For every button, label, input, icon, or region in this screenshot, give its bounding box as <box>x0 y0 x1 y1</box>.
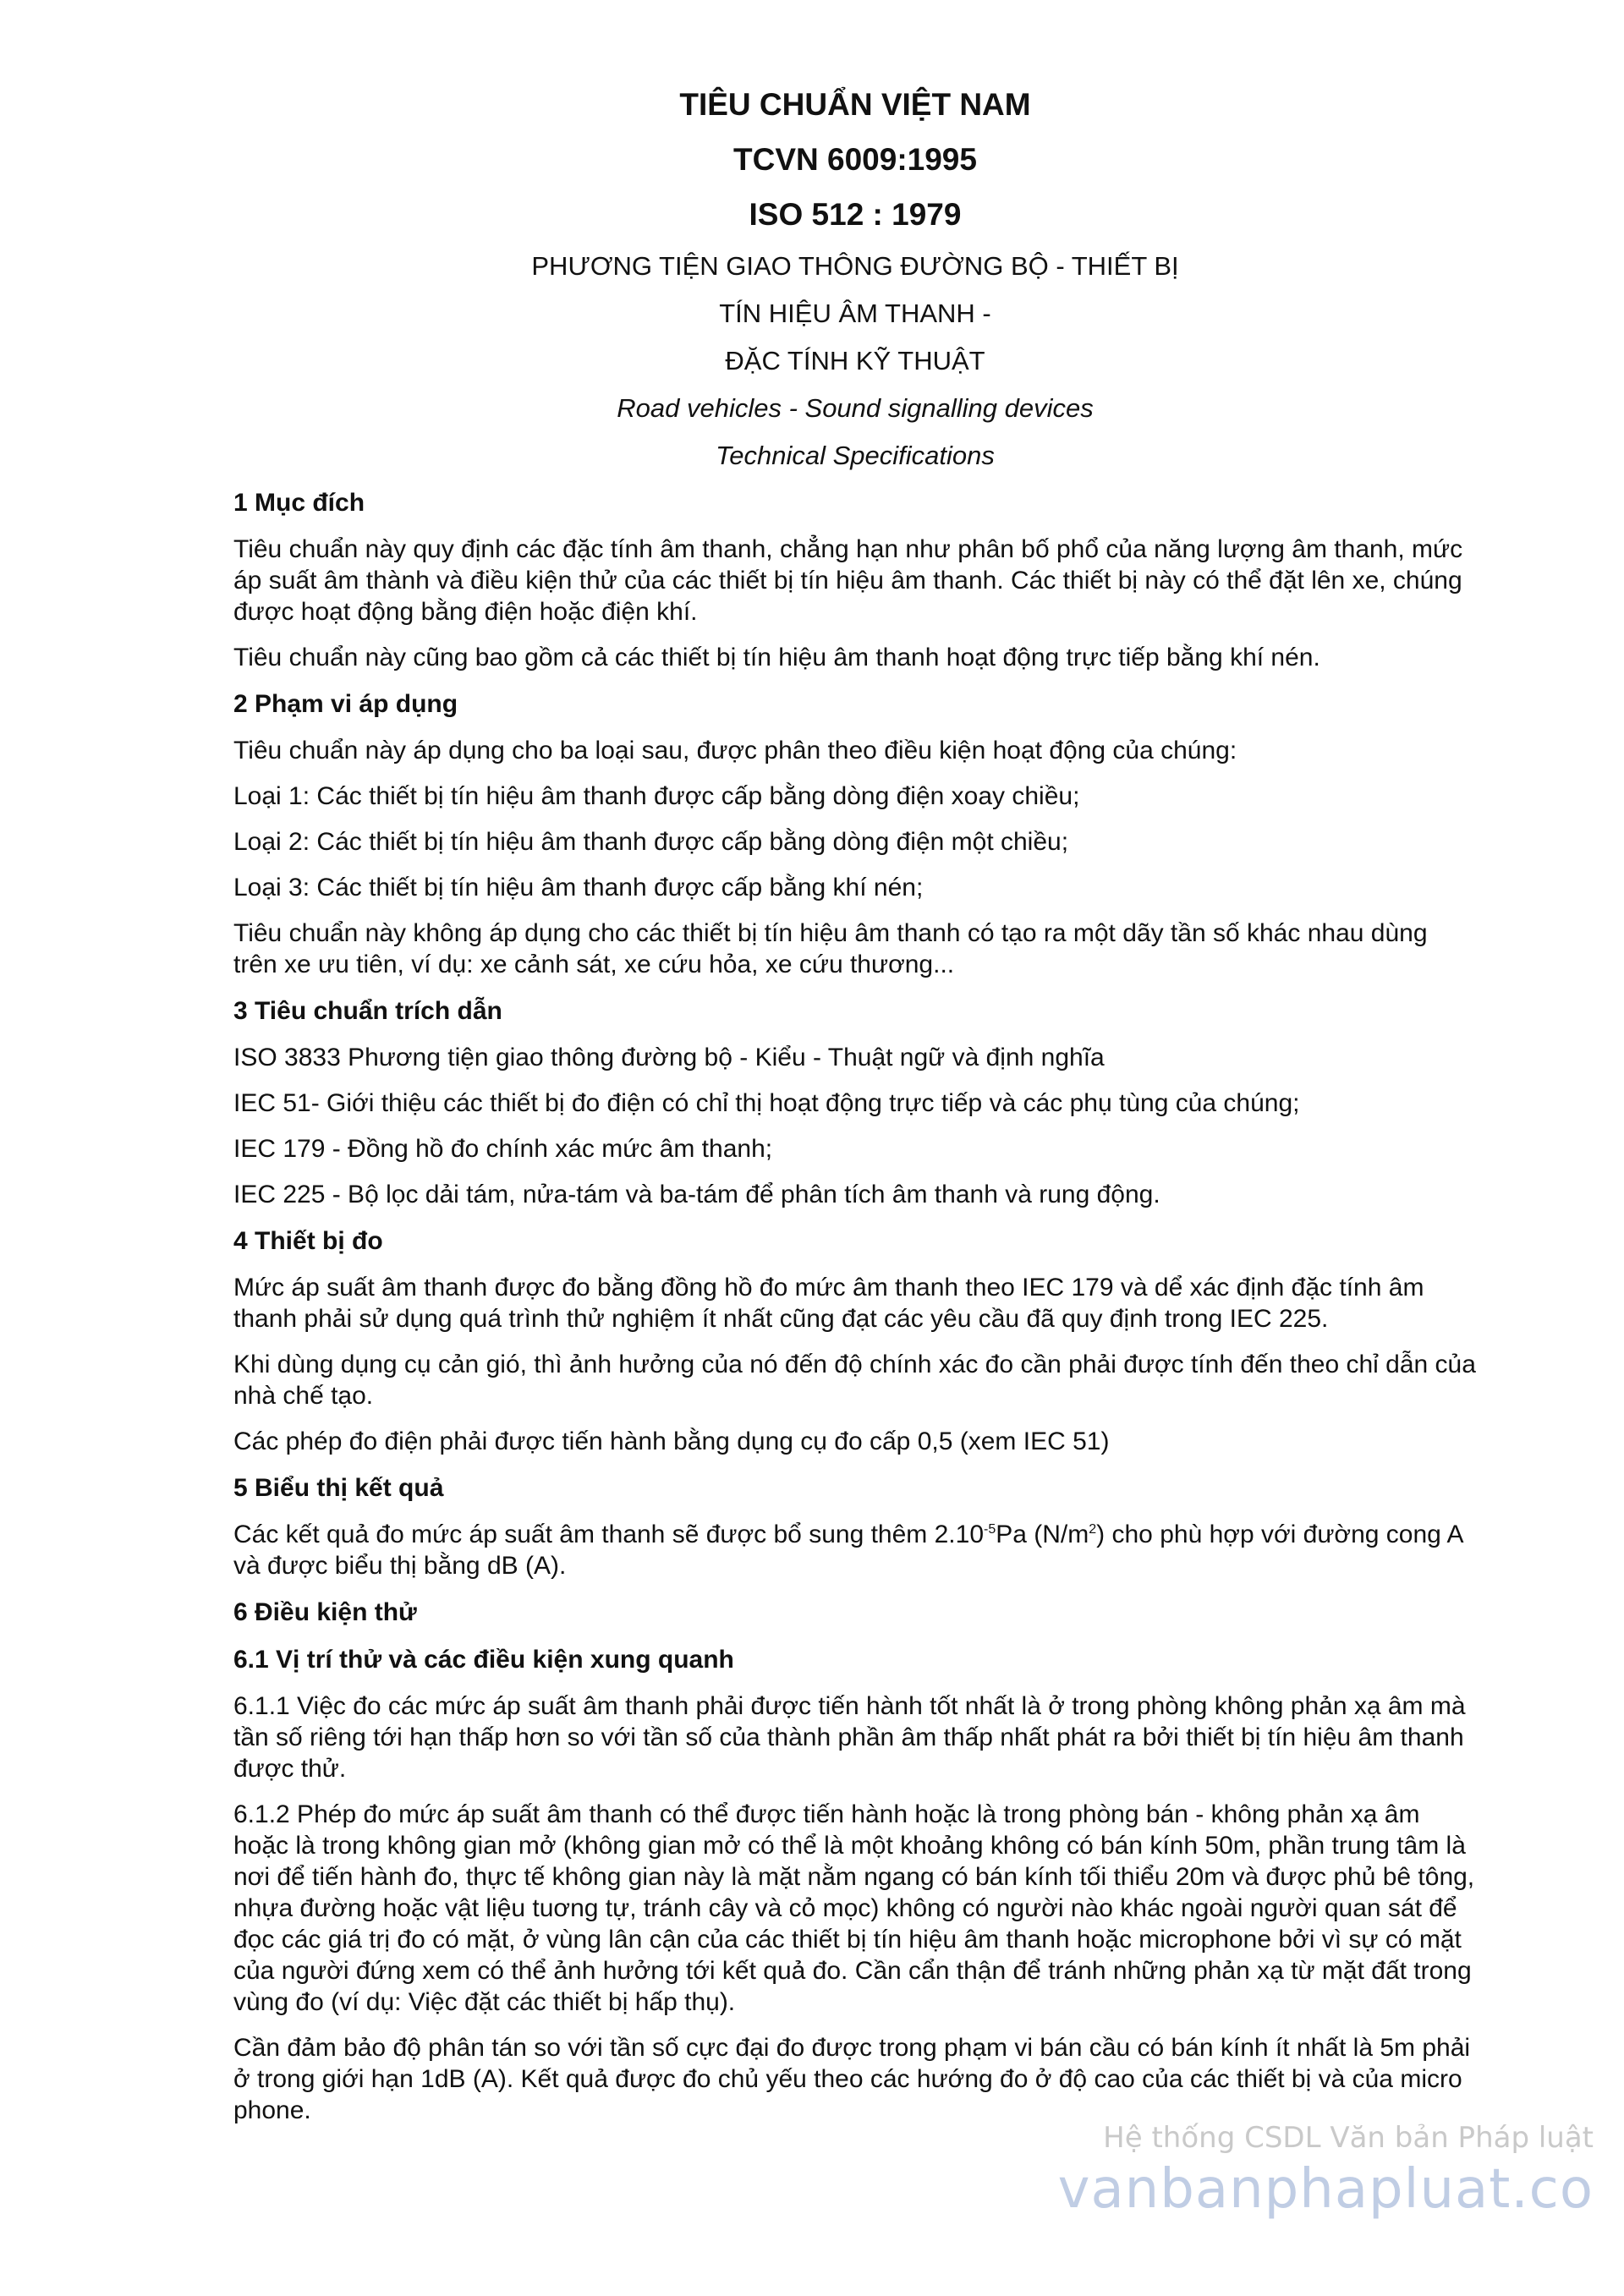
section-heading: 2 Phạm vi áp dụng <box>233 690 458 718</box>
paragraph: Khi dùng dụng cụ cản gió, thì ảnh hưởng của nó đến độ chính xác đo cần phải được tính đến theo chỉ dẫn của nhà chế tạo. <box>233 1351 1476 1410</box>
paragraph: Loại 1: Các thiết bị tín hiệu âm thanh được cấp bằng dòng điện xoay chiều; <box>233 782 1080 810</box>
subtitle-line: PHƯƠNG TIỆN GIAO THÔNG ĐƯỜNG BỘ - THIẾT BỊ <box>531 251 1179 281</box>
subsection-heading: 6.1 Vị trí thử và các điều kiện xung quanh <box>233 1646 734 1674</box>
superscript: -5 <box>984 1522 996 1537</box>
standard-code: TCVN 6009:1995 <box>733 142 977 177</box>
superscript: 2 <box>1089 1522 1097 1537</box>
section-5 <box>233 1471 1477 1581</box>
section-4 <box>233 1225 1477 1457</box>
iso-code: ISO 512 : 1979 <box>749 197 962 232</box>
standard-title: TIÊU CHUẨN VIỆT NAM <box>679 87 1031 122</box>
paragraph: Mức áp suất âm thanh được đo bằng đồng hồ đo mức âm thanh theo IEC 179 và dể xác định đặc tính âm thanh phải sử dụng quá trình thử nghiệm ít nhất cũng đạt các yêu cầu đã quy định trong IEC 225. <box>233 1274 1424 1333</box>
paragraph: Cần đảm bảo độ phân tán so với tần số cực đại đo được trong phạm vi bán cầu có bán kính ít nhất là 5m phải ở trong giới hạn 1dB (A). Kết quả được đo chủ yếu theo các hướng đo ở độ cao của các thiết bị và của micro phone. <box>233 2034 1471 2124</box>
paragraph: Loại 3: Các thiết bị tín hiệu âm thanh được cấp bằng khí nén; <box>233 874 924 901</box>
paragraph: Tiêu chuẩn này cũng bao gồm cả các thiết bị tín hiệu âm thanh hoạt động trực tiếp bằng khí nén. <box>233 644 1320 671</box>
text-span: Các kết quả đo mức áp suất âm thanh sẽ được bổ sung thêm 2.10 <box>233 1521 985 1548</box>
subtitle-line: ĐẶC TÍNH KỸ THUẬT <box>725 346 985 375</box>
reference-item: IEC 179 - Đồng hồ đo chính xác mức âm thanh; <box>233 1135 773 1163</box>
section-heading: 4 Thiết bị đo <box>233 1227 383 1255</box>
section-1 <box>233 486 1477 673</box>
paragraph: Các phép đo điện phải được tiến hành bằng dụng cụ đo cấp 0,5 (xem IEC 51) <box>233 1427 1110 1455</box>
document-header <box>233 85 1477 473</box>
english-title-line: Road vehicles - Sound signalling devices <box>617 393 1094 423</box>
section-heading: 6 Điều kiện thử <box>233 1598 417 1626</box>
reference-item: IEC 225 - Bộ lọc dải tám, nửa-tám và ba-tám để phân tích âm thanh và rung động. <box>233 1181 1160 1208</box>
text-span: Pa (N/m <box>996 1521 1089 1548</box>
paragraph: Tiêu chuẩn này quy định các đặc tính âm thanh, chẳng hạn như phân bố phổ của năng lượng âm thanh, mức áp suất âm thành và điều kiện thử của các thiết bị tín hiệu âm thanh. Các thiết bị này có thể đặt lên xe, chúng được hoạt động bằng điện hoặc điện khí. <box>233 535 1463 626</box>
reference-item: IEC 51- Giới thiệu các thiết bị đo điện có chỉ thị hoạt động trực tiếp và các phụ tùng của chúng; <box>233 1089 1300 1117</box>
english-title-line: Technical Specifications <box>716 441 995 470</box>
section-heading: 1 Mục đích <box>233 489 365 517</box>
text-span: ) cho phù hợp với đường cong A và được biểu thị bằng dB (A). <box>233 1521 1462 1580</box>
section-2 <box>233 688 1477 980</box>
document-page <box>233 85 1477 2140</box>
paragraph: Loại 2: Các thiết bị tín hiệu âm thanh được cấp bằng dòng điện một chiều; <box>233 828 1069 856</box>
paragraph: Tiêu chuẩn này không áp dụng cho các thiết bị tín hiệu âm thanh có tạo ra một dãy tần số khác nhau dùng trên xe ưu tiên, ví dụ: xe cảnh sát, xe cứu hỏa, xe cứu thương... <box>233 919 1428 978</box>
subtitle-line: TÍN HIỆU ÂM THANH - <box>719 299 991 328</box>
paragraph <box>233 1519 1477 1581</box>
section-6 <box>233 1596 1477 2126</box>
reference-item: ISO 3833 Phương tiện giao thông đường bộ - Kiểu - Thuật ngữ và định nghĩa <box>233 1044 1105 1071</box>
section-heading: 5 Biểu thị kết quả <box>233 1474 444 1502</box>
section-heading: 3 Tiêu chuẩn trích dẫn <box>233 997 502 1025</box>
paragraph: Tiêu chuẩn này áp dụng cho ba loại sau, được phân theo điều kiện hoạt động của chúng: <box>233 737 1237 764</box>
watermark-caption: Hệ thống CSDL Văn bản Pháp luật <box>1103 2121 1594 2155</box>
watermark-site: vanbanphapluat.co <box>1057 2158 1594 2221</box>
section-3 <box>233 995 1477 1210</box>
paragraph: 6.1.2 Phép đo mức áp suất âm thanh có thể được tiến hành hoặc là trong phòng bán - không phản xạ âm hoặc là trong không gian mở (không gian mở có thể là một khoảng không có bán kính 50m, phần trung tâm là nơi để tiến hành đo, thực tế không gian này là mặt nằm ngang có bán kính tối thiểu 20m và được phủ bê tông, nhựa đường hoặc vật liệu tuơng tự, tránh cây và cỏ mọc) không có người nào khác ngoài người quan sát để đọc các giá trị đo có mặt, ở vùng lân cận của các thiết bị tín hiệu âm thanh hoặc microphone bởi vì sự có mặt của người đứng xem có thể ảnh hưởng tới kết quả đo. Cần cẩn thận để tránh những phản xạ từ mặt đất trong vùng đo (ví dụ: Việc đặt các thiết bị hấp thụ). <box>233 1800 1475 2016</box>
paragraph: 6.1.1 Việc đo các mức áp suất âm thanh phải được tiến hành tốt nhất là ở trong phòng không phản xạ âm mà tần số riêng tới hạn thấp hơn so với tần số của thành phần âm thấp nhất phát ra bởi thiết bị tín hiệu âm thanh được thử. <box>233 1692 1466 1783</box>
